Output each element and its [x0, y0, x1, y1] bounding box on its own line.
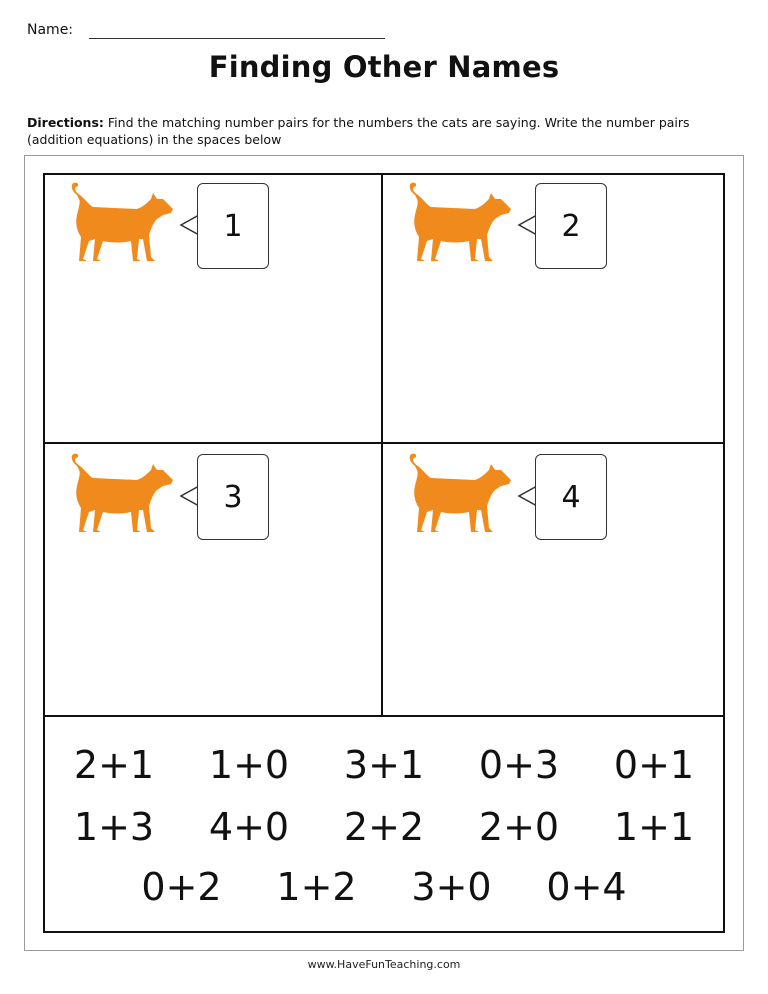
answer-equation: 1+1	[613, 805, 695, 849]
cell-2[interactable]	[383, 175, 721, 444]
name-line[interactable]	[89, 38, 385, 39]
answer-equation: 1+3	[73, 805, 155, 849]
page-title: Finding Other Names	[208, 50, 560, 84]
answer-equation: 0+2	[141, 865, 222, 909]
cat-icon	[405, 452, 513, 534]
answer-row-2	[45, 805, 723, 849]
answer-equation: 0+3	[478, 743, 560, 787]
cat-icon	[67, 452, 175, 534]
cell-3[interactable]	[45, 446, 383, 715]
directions	[27, 114, 747, 148]
cell-1[interactable]	[45, 175, 383, 444]
cell-number: 3	[223, 479, 243, 515]
footer-link[interactable]: www.HaveFunTeaching.com	[307, 958, 461, 971]
directions-label: Directions:	[27, 115, 104, 130]
answer-equation: 4+0	[208, 805, 290, 849]
cell-number: 1	[223, 208, 243, 244]
answer-equation: 2+2	[343, 805, 425, 849]
name-row	[27, 22, 73, 38]
directions-text: Find the matching number pairs for the numbers the cats are saying. Write the number pairs (addition equations) in the spaces below	[27, 115, 690, 147]
answer-equation: 0+4	[546, 865, 627, 909]
speech-bubble-pointer	[517, 213, 537, 237]
speech-bubble-pointer	[179, 213, 199, 237]
answer-equation: 2+0	[478, 805, 560, 849]
speech-bubble	[197, 183, 269, 269]
answer-row-1	[45, 743, 723, 787]
speech-bubble	[197, 454, 269, 540]
cell-number: 2	[561, 208, 581, 244]
answer-bank	[43, 715, 725, 933]
answer-row-3	[45, 865, 723, 909]
cat-icon	[67, 181, 175, 263]
speech-bubble	[535, 454, 607, 540]
answer-equation: 2+1	[73, 743, 155, 787]
speech-bubble-pointer	[517, 484, 537, 508]
speech-bubble-pointer	[179, 484, 199, 508]
answer-equation: 1+0	[208, 743, 290, 787]
cell-4[interactable]	[383, 446, 721, 715]
name-label: Name:	[27, 22, 74, 38]
speech-bubble	[535, 183, 607, 269]
answer-equation: 1+2	[276, 865, 357, 909]
cell-number: 4	[561, 479, 581, 515]
cat-icon	[405, 181, 513, 263]
answer-equation: 0+1	[613, 743, 695, 787]
answer-equation: 3+1	[343, 743, 425, 787]
answer-equation: 3+0	[411, 865, 492, 909]
